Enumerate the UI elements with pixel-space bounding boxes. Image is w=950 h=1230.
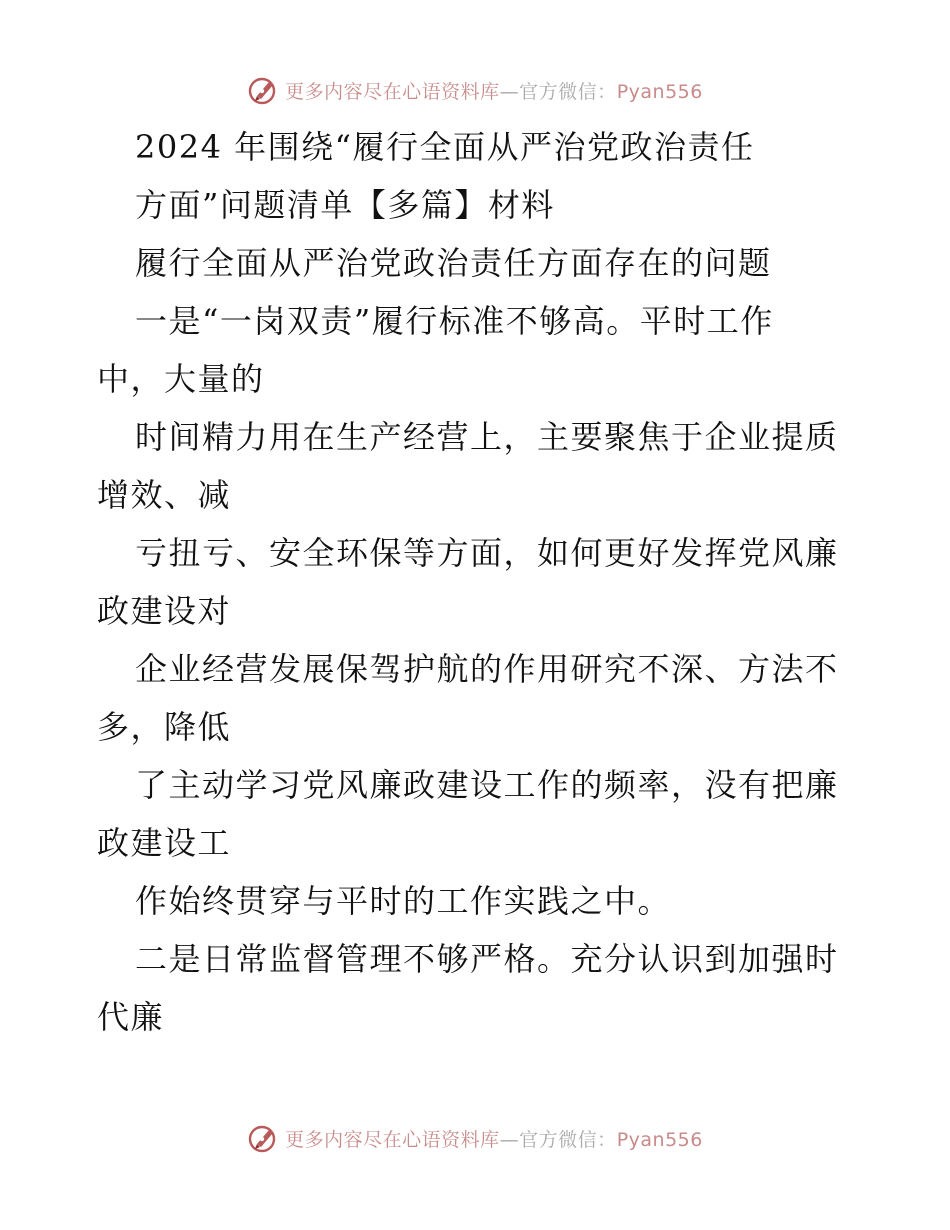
watermark-wechat-label: 官方微信： [519,1128,617,1151]
watermark-separator: — [499,1128,520,1151]
doc-paragraph-line: 二是日常监督管理不够严格。充分认识到加强时 [135,940,839,978]
doc-title-line-1: 2024 年围绕“履行全面从严治党政治责任 [135,128,755,166]
doc-paragraph-line: 增效、减 [97,476,232,514]
watermark-wechat-id: Pyan556 [616,1128,703,1151]
doc-paragraph-line: 时间精力用在生产经营上，主要聚焦于企业提质 [135,418,839,456]
doc-paragraph-line: 代廉 [97,998,165,1036]
doc-paragraph-line: 一是“一岗双责”履行标准不够高。平时工作 [135,302,774,340]
doc-paragraph-line: 政建设工 [97,824,232,862]
doc-section-heading: 履行全面从严治党政治责任方面存在的问题 [135,244,772,282]
doc-paragraph-line: 亏扭亏、安全环保等方面，如何更好发挥党风廉 [135,534,839,572]
header-watermark [0,70,950,110]
doc-paragraph-line: 政建设对 [97,592,232,630]
doc-title-line-2: 方面”问题清单【多篇】材料 [135,186,555,224]
doc-paragraph-line: 作始终贯穿与平时的工作实践之中。 [135,882,672,920]
watermark-separator: — [499,80,520,103]
watermark-main: 更多内容尽在心语资料库 [285,1128,500,1151]
pen-nib-circle-icon [247,74,279,106]
doc-paragraph-line: 企业经营发展保驾护航的作用研究不深、方法不 [135,650,839,688]
doc-paragraph-line: 了主动学习党风廉政建设工作的频率，没有把廉 [135,766,839,804]
document-body [97,118,857,1046]
watermark-wechat-label: 官方微信： [519,80,617,103]
footer-watermark [0,1118,950,1158]
doc-paragraph-line: 多，降低 [97,708,232,746]
watermark-text [285,77,703,104]
watermark-main: 更多内容尽在心语资料库 [285,80,500,103]
pen-nib-circle-icon [247,1122,279,1154]
watermark-text [285,1125,703,1152]
watermark-wechat-id: Pyan556 [616,80,703,103]
doc-paragraph-line: 中，大量的 [97,360,265,398]
